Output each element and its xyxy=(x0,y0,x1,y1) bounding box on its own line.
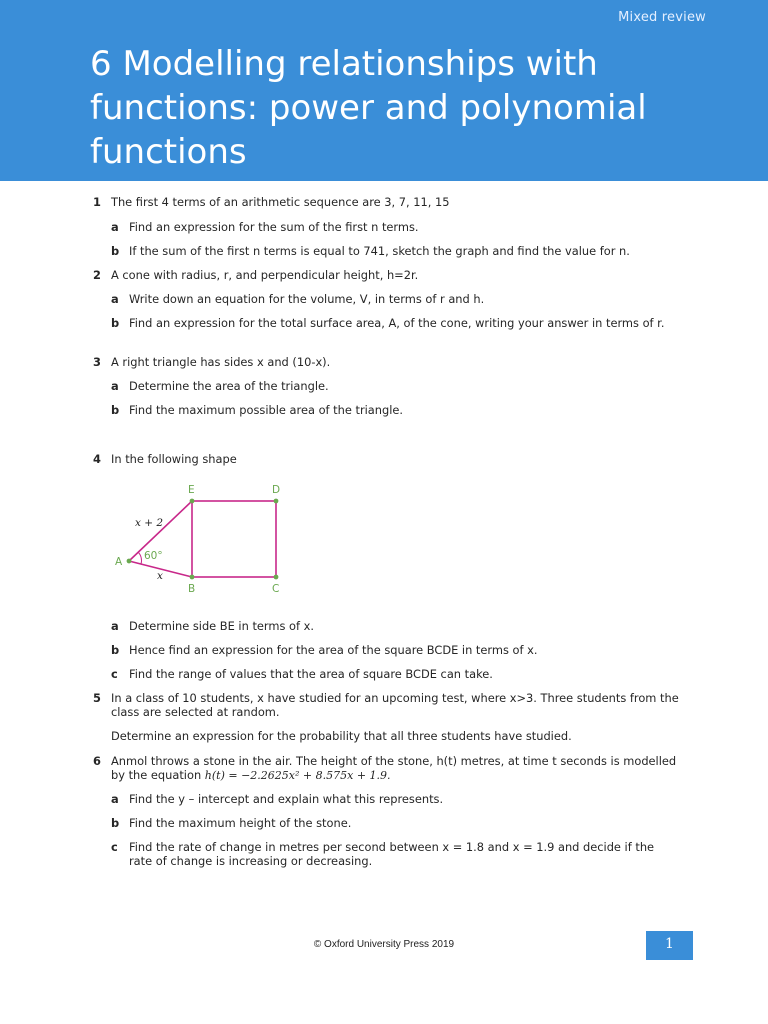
page-number: 1 xyxy=(646,931,693,960)
question-number: 1 xyxy=(93,195,101,209)
part-letter: c xyxy=(111,840,118,854)
label-c: C xyxy=(272,583,280,595)
part-text: Find the rate of change in metres per second between x = 1.8 and x = 1.9 and decide if the rate of change is increasing or decreasing. xyxy=(129,840,655,868)
question-stem: Anmol throws a stone in the air. The height of the stone, h(t) metres, at time t seconds is modelled by the equation xyxy=(111,754,677,782)
part-text: Find an expression for the total surface area, A, of the cone, writing your answer in terms of r. xyxy=(129,316,665,330)
part-letter: c xyxy=(111,667,118,681)
question-number: 4 xyxy=(93,452,101,466)
part-letter: b xyxy=(111,816,120,830)
label-angle: 60° xyxy=(144,550,163,562)
label-side-ab: x xyxy=(157,570,163,582)
question-extra-text: Determine an expression for the probability that all three students have studied. xyxy=(111,729,572,743)
part-letter: a xyxy=(111,792,119,806)
question-number: 3 xyxy=(93,355,101,369)
question-text: The first 4 terms of an arithmetic sequence are 3, 7, 11, 15 xyxy=(111,195,450,209)
copyright: © Oxford University Press 2019 xyxy=(313,939,455,950)
part-text: Write down an equation for the volume, V, in terms of r and h. xyxy=(129,292,485,306)
point-c xyxy=(274,575,279,580)
question-text xyxy=(111,754,681,783)
page-title: 6 Modelling relationships with functions: power and polynomial functions xyxy=(90,44,647,172)
part-letter: b xyxy=(111,244,120,258)
part-letter: a xyxy=(111,292,119,306)
question-number: 6 xyxy=(93,754,101,768)
label-a: A xyxy=(115,556,123,568)
part-letter: b xyxy=(111,316,120,330)
point-e xyxy=(190,499,195,504)
angle-arc xyxy=(138,552,142,564)
question-number: 2 xyxy=(93,268,101,282)
part-text: Determine the area of the triangle. xyxy=(129,379,329,393)
part-letter: b xyxy=(111,643,120,657)
part-text: Find the y – intercept and explain what this represents. xyxy=(129,792,444,806)
point-b xyxy=(190,575,195,580)
label-b: B xyxy=(188,583,196,595)
equation: h(t) = −2.2625x² + 8.575x + 1.9. xyxy=(204,769,391,782)
part-text: Find the maximum height of the stone. xyxy=(129,816,352,830)
question-number: 5 xyxy=(93,691,101,705)
section-tag: Mixed review xyxy=(618,10,706,25)
square-bcde xyxy=(192,501,276,577)
part-text: Hence find an expression for the area of the square BCDE in terms of x. xyxy=(129,643,538,657)
part-text: If the sum of the first n terms is equal to 741, sketch the graph and find the value for n. xyxy=(129,244,630,258)
point-d xyxy=(274,499,279,504)
question-text: In a class of 10 students, x have studied for an upcoming test, where x>3. Three students from the class are selected at random. xyxy=(111,691,679,719)
question-text: A cone with radius, r, and perpendicular height, h=2r. xyxy=(111,268,419,282)
part-text: Find the maximum possible area of the triangle. xyxy=(129,403,404,417)
part-letter: b xyxy=(111,403,120,417)
question-text: A right triangle has sides x and (10-x). xyxy=(111,355,331,369)
part-text: Determine side BE in terms of x. xyxy=(129,619,315,633)
part-text: Find the range of values that the area of square BCDE can take. xyxy=(129,667,493,681)
page-header xyxy=(0,0,768,181)
label-e: E xyxy=(188,484,195,496)
label-d: D xyxy=(272,484,281,496)
point-a xyxy=(127,559,132,564)
part-text: Find an expression for the sum of the first n terms. xyxy=(129,220,419,234)
shape-diagram xyxy=(113,482,303,597)
label-side-ae: x + 2 xyxy=(135,517,164,529)
part-letter: a xyxy=(111,220,119,234)
question-text: In the following shape xyxy=(111,452,237,466)
part-letter: a xyxy=(111,379,119,393)
part-letter: a xyxy=(111,619,119,633)
